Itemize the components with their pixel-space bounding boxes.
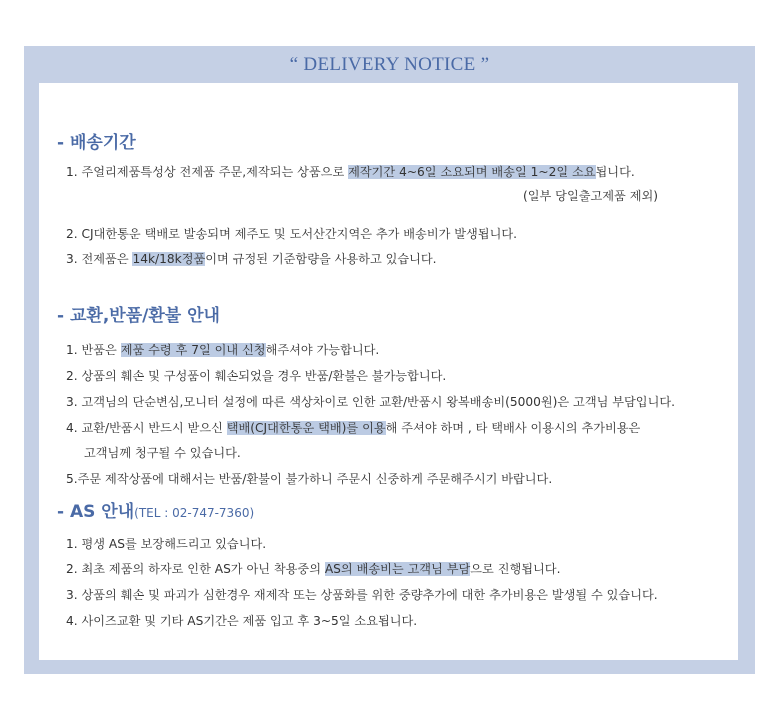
as-item-4: 4. 사이즈교환 및 기타 AS기간은 제품 입고 후 3~5일 소요됩니다.: [66, 614, 418, 628]
exchange-item-4-cont: 고객님께 청구될 수 있습니다.: [84, 446, 241, 460]
as-item-1: 1. 평생 AS를 보장해드리고 있습니다.: [66, 537, 267, 551]
section-heading-exchange: - 교환,반품/환불 안내: [57, 306, 220, 326]
highlight: 14k/18k정품: [132, 252, 206, 266]
as-item-2: 2. 최초 제품의 하자로 인한 AS가 아닌 착용중의 AS의 배송비는 고객님 부담으로 진행됩니다.: [66, 562, 561, 576]
delivery-item-1: 1. 주얼리제품특성상 전제품 주문,제작되는 상품으로 제작기간 4~6일 소요되며 배송일 1~2일 소요됩니다.: [66, 165, 635, 179]
delivery-item-3: 3. 전제품은 14k/18k정품이며 규정된 기준함량을 사용하고 있습니다.: [66, 252, 437, 266]
highlight: 택배(CJ대한통운 택배)를 이용: [226, 421, 386, 435]
section-heading-as: - AS 안내(TEL : 02-747-7360): [57, 502, 255, 522]
highlight: 제품 수령 후 7일 이내 신청: [120, 343, 266, 357]
notice-title: “ DELIVERY NOTICE ”: [289, 54, 490, 75]
exchange-item-4: 4. 교환/반품시 반드시 받으신 택배(CJ대한통운 택배)를 이용해 주셔야 하며 , 타 택배사 이용시의 추가비용은: [66, 421, 641, 435]
highlight: 제작기간 4~6일 소요되며 배송일 1~2일 소요: [348, 165, 596, 179]
exchange-item-5: 5.주문 제작상품에 대해서는 반품/환불이 불가하니 주문시 신중하게 주문해주시기 바랍니다.: [66, 472, 553, 486]
highlight: AS의 배송비는 고객님 부담: [324, 562, 471, 576]
as-item-3: 3. 상품의 훼손 및 파괴가 심한경우 재제작 또는 상품화를 위한 중량추가에 대한 추가비용은 발생될 수 있습니다.: [66, 588, 658, 602]
section-heading-delivery: - 배송기간: [57, 133, 136, 153]
tel-number: (TEL : 02-747-7360): [134, 506, 255, 520]
exchange-item-1: 1. 반품은 제품 수령 후 7일 이내 신청해주셔야 가능합니다.: [66, 343, 380, 357]
exchange-item-2: 2. 상품의 훼손 및 구성품이 훼손되었을 경우 반품/환불은 불가능합니다.: [66, 369, 447, 383]
delivery-item-1-note: (일부 당일출고제품 제외): [523, 189, 658, 203]
delivery-item-2: 2. CJ대한통운 택배로 발송되며 제주도 및 도서산간지역은 추가 배송비가 발생됩니다.: [66, 227, 517, 241]
exchange-item-3: 3. 고객님의 단순변심,모니터 설정에 따른 색상차이로 인한 교환/반품시 왕복배송비(5000원)은 고객님 부담입니다.: [66, 395, 675, 409]
